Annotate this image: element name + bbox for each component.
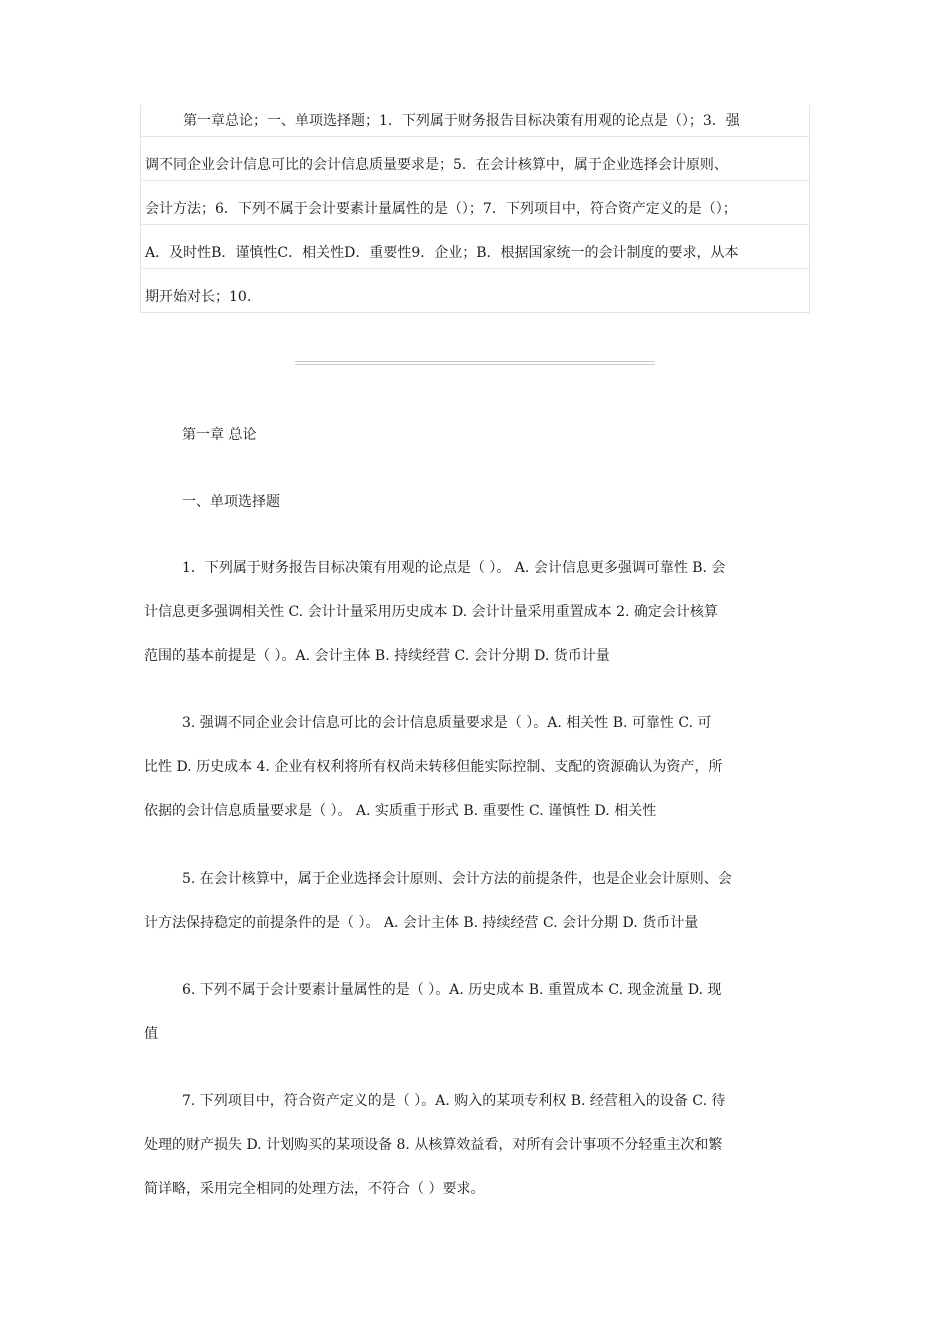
paragraph-line: 1．下列属于财务报告目标决策有用观的论点是（ ）。 A. 会计信息更多强调可靠性 B. 会 <box>182 560 726 576</box>
question-paragraph-5 <box>144 1079 812 1211</box>
paragraph-line: 5. 在会计核算中，属于企业选择会计原则、会计方法的前提条件，也是企业会计原则、会 <box>182 871 732 887</box>
paragraph-line: 6. 下列不属于会计要素计量属性的是（ ）。A. 历史成本 B. 重置成本 C. 现金流量 D. 现 <box>182 982 722 998</box>
paragraph-line: 值 <box>144 1026 158 1042</box>
summary-box <box>140 105 810 313</box>
paragraph-line: 范围的基本前提是（ ）。A. 会计主体 B. 持续经营 C. 会计分期 D. 货币计量 <box>144 648 610 664</box>
paragraph-line: 3. 强调不同企业会计信息可比的会计信息质量要求是（ ）。A. 相关性 B. 可靠性 C. 可 <box>182 715 712 731</box>
paragraph-line: 7. 下列项目中，符合资产定义的是（ ）。A. 购入的某项专利权 B. 经营租入的设备 C. 待 <box>182 1093 726 1109</box>
question-paragraph-4 <box>144 968 812 1056</box>
section-title: 一、单项选择题 <box>182 494 280 510</box>
summary-line: A．及时性B．谨慎性C．相关性D．重要性9．企业；B．根据国家统一的会计制度的要求，从本 <box>141 237 809 269</box>
paragraph-line: 计信息更多强调相关性 C. 会计计量采用历史成本 D. 会计计量采用重置成本 2. 确定会计核算 <box>144 604 718 620</box>
question-paragraph-2 <box>144 701 812 833</box>
question-paragraph-3 <box>144 857 812 945</box>
chapter-title: 第一章 总论 <box>182 427 257 443</box>
summary-line: 期开始对长；10. <box>141 281 809 313</box>
section-divider <box>295 361 655 365</box>
summary-line: 调不同企业会计信息可比的会计信息质量要求是；5．在会计核算中，属于企业选择会计原则、 <box>141 149 809 181</box>
summary-line: 会计方法；6．下列不属于会计要素计量属性的是（）；7．下列项目中，符合资产定义的是（）； <box>141 193 809 225</box>
paragraph-line: 依据的会计信息质量要求是（ ）。 A. 实质重于形式 B. 重要性 C. 谨慎性 D. 相关性 <box>144 803 657 819</box>
paragraph-line: 简详略，采用完全相同的处理方法，不符合（ ）要求。 <box>144 1181 485 1197</box>
paragraph-line: 处理的财产损失 D. 计划购买的某项设备 8. 从核算效益看，对所有会计事项不分轻重主次和繁 <box>144 1137 723 1153</box>
paragraph-line: 比性 D. 历史成本 4. 企业有权利将所有权尚未转移但能实际控制、支配的资源确认为资产，所 <box>144 759 723 775</box>
question-paragraph-1 <box>144 546 812 678</box>
paragraph-line: 计方法保持稳定的前提条件的是（ ）。 A. 会计主体 B. 持续经营 C. 会计分期 D. 货币计量 <box>144 915 699 931</box>
summary-line: 第一章总论；一、单项选择题；1．下列属于财务报告目标决策有用观的论点是（）；3．强 <box>141 105 809 137</box>
